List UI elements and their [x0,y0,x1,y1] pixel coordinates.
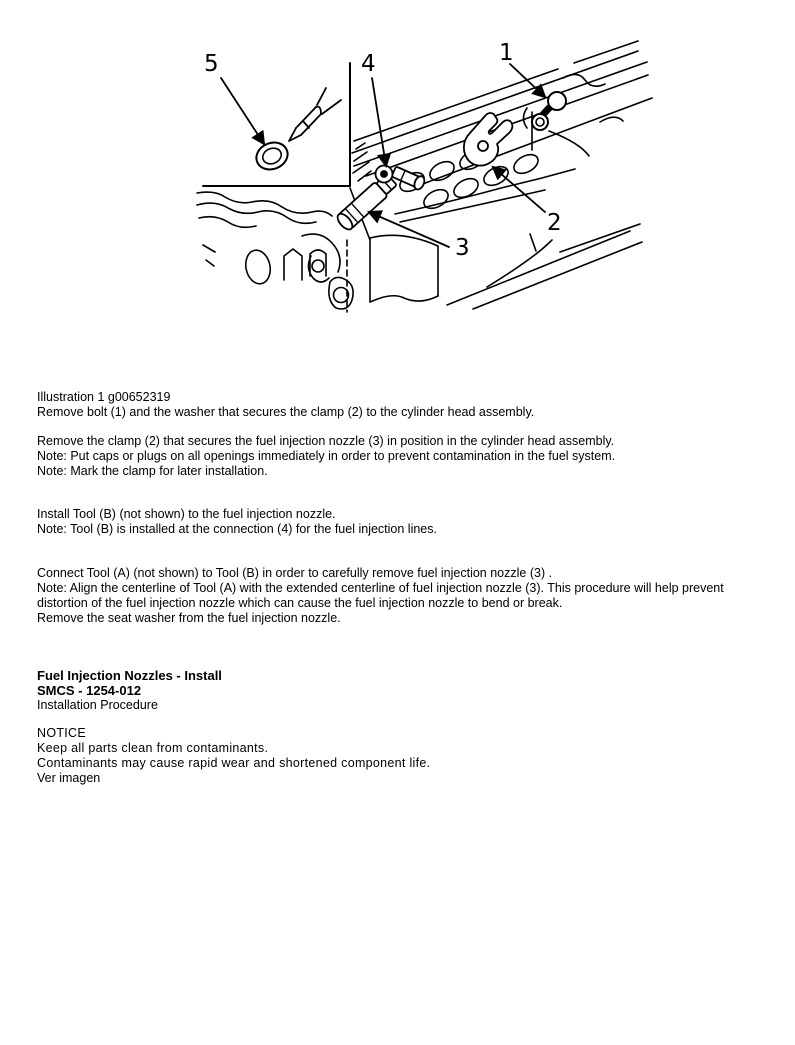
step-remove-seat-washer: Remove the seat washer from the fuel injection nozzle. [37,611,341,625]
note-mark-clamp: Note: Mark the clamp for later installation. [37,464,268,478]
step-connect-tool-a-block [37,566,762,611]
engine-block-drawing [197,41,652,312]
section-title: Fuel Injection Nozzles - Install [37,668,222,683]
step-install-tool-b-block [37,507,762,537]
notice-text: Keep all parts clean from contaminants. [37,741,269,755]
callout-label-1: 1 [499,40,514,66]
document-body [37,390,762,786]
engine-illustration [0,0,795,390]
note-caps-plugs: Note: Put caps or plugs on all openings immediately in order to prevent contamination in the fuel system. [37,449,616,463]
seal-washer-drawing [252,138,291,174]
bolt-washer-drawing [532,92,566,130]
notice-label: NOTICE [37,726,87,740]
notice-text-2: Contaminants may cause rapid wear and shortened component life. [37,756,431,770]
callout-arrow-3 [369,212,449,247]
step-connect-tool-a: Connect Tool (A) (not shown) to Tool (B) in order to carefully remove fuel injection nozzle (3) . [37,566,553,580]
step-remove-bolt: Remove bolt (1) and the washer that secures the clamp (2) to the cylinder head assembly. [37,405,535,419]
notice-block [37,726,762,756]
note-tool-b: Note: Tool (B) is installed at the connection (4) for the fuel injection lines. [37,522,437,536]
smcs-code: SMCS - 1254-012 [37,683,142,698]
callout-label-5: 5 [204,51,219,77]
callout-arrow-5 [221,78,264,144]
illustration-caption: Illustration 1 g00652319 [37,390,171,404]
view-image-link[interactable]: Ver imagen [37,771,101,785]
fuel-line-connection-drawing [391,165,426,191]
clamp-drawing [464,113,513,166]
callout-arrow-1 [510,64,545,97]
installation-procedure-heading: Installation Procedure [37,698,158,712]
marker-pen-drawing [289,88,341,141]
cylinder-head-drawing [0,0,795,390]
callout-label-2: 2 [547,210,562,236]
step-install-tool-b: Install Tool (B) (not shown) to the fuel injection nozzle. [37,507,336,521]
step-remove-clamp-block [37,434,762,464]
section-heading [37,668,762,698]
callout-label-3: 3 [455,235,470,261]
fuel-injection-nozzle-drawing [335,165,426,232]
callout-label-4: 4 [361,51,376,77]
step-remove-clamp: Remove the clamp (2) that secures the fuel injection nozzle (3) in position in the cylinder head assembly. [37,434,615,448]
callout-arrow-4 [372,78,386,166]
note-align-centerline: Note: Align the centerline of Tool (A) with the extended centerline of fuel injection nozzle (3). This procedure will help prevent distortion of the fuel injection nozzle which can cause the fuel injection nozzle to bend or break. [37,581,724,610]
